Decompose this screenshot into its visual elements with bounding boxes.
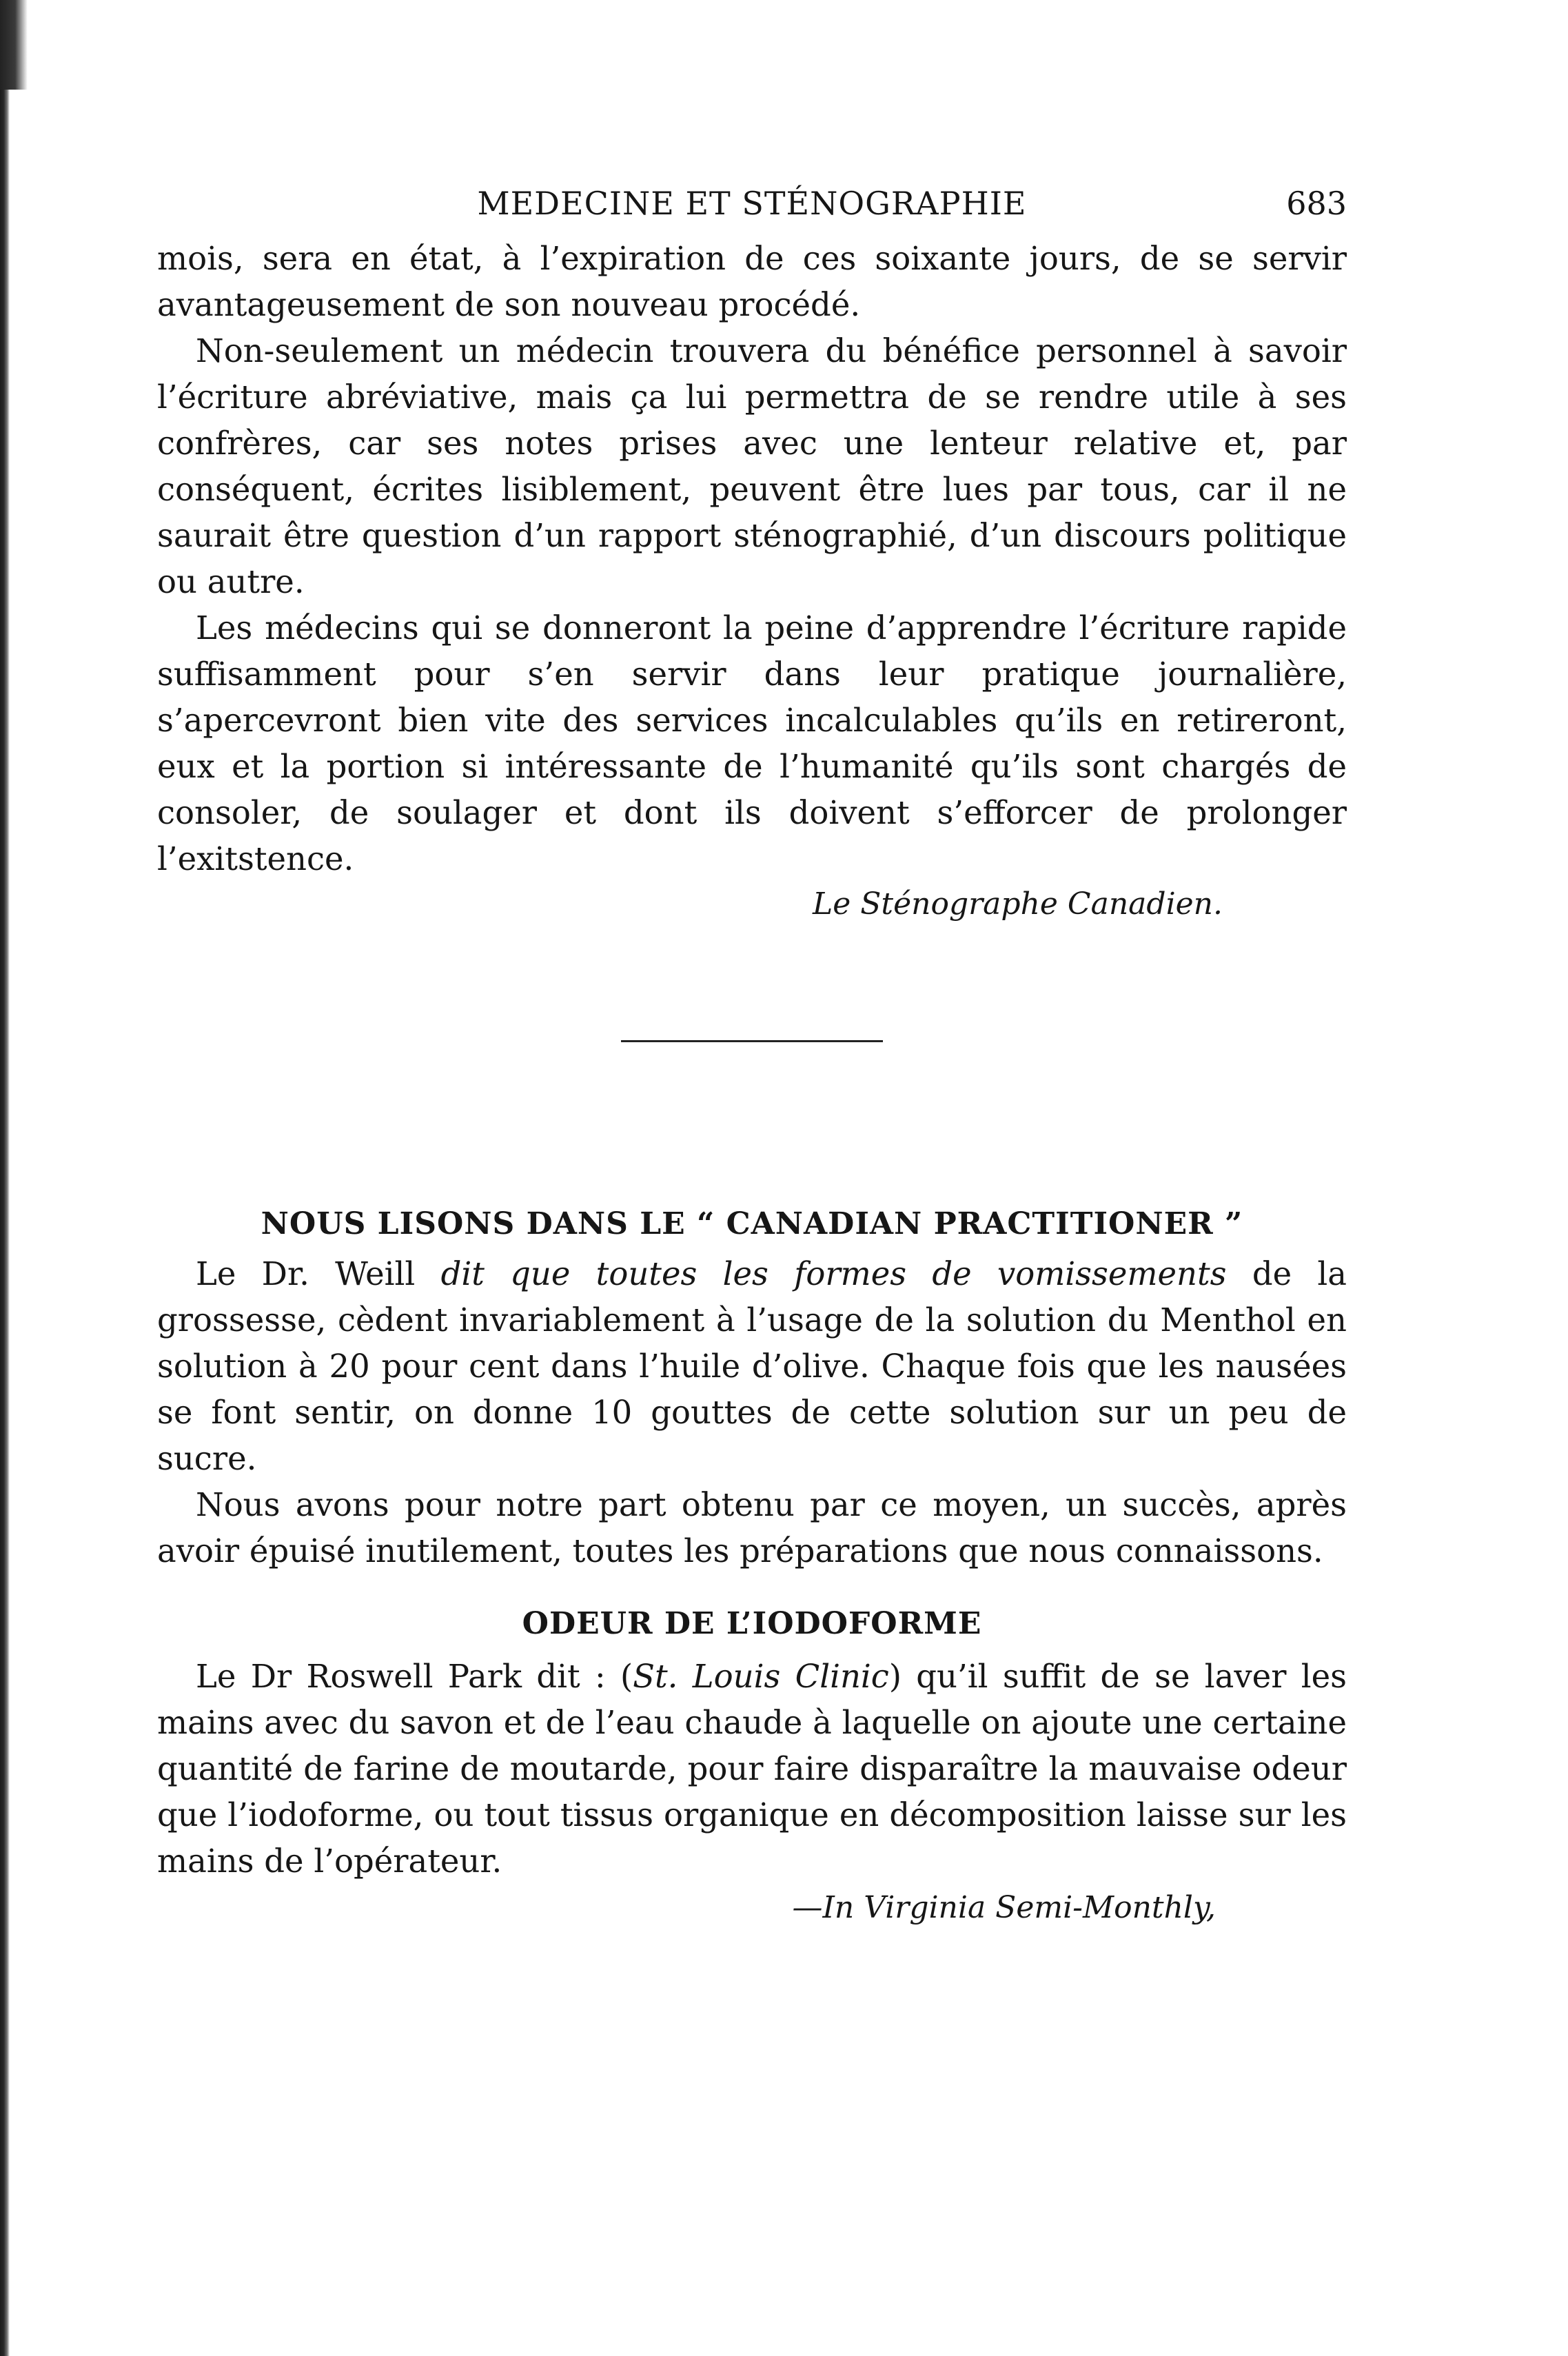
page-binding-edge	[0, 0, 10, 2356]
paragraph-text: Le Dr Roswell Park dit : (	[196, 1658, 633, 1695]
paragraph	[157, 1251, 1347, 1482]
paragraph: Les médecins qui se donneront la peine d’apprendre l’écriture rapide suffisamment pour s’en servir dans leur pratique journalière, s’apercevront bien vite des services incalculables qu’ils en retireront, eux et la portion si intéressante de l’humanité qu’ils sont chargés de consoler, de soulager et dont ils doivent s’efforcer de prolonger l’exitstence.	[157, 609, 1347, 877]
section-heading: ODEUR DE L’IODOFORME	[522, 1606, 982, 1641]
page-binding-shadow	[0, 0, 28, 90]
citation-text: St. Louis Clinic	[633, 1658, 889, 1695]
paragraph-text: Le Dr. Weill	[196, 1255, 441, 1292]
article-canadian-practitioner	[157, 1206, 1347, 1574]
paragraph	[157, 1654, 1347, 1885]
document-page	[157, 181, 1347, 1925]
section-heading: NOUS LISONS DANS LE “ CANADIAN PRACTITIONER ”	[261, 1206, 1243, 1241]
running-title: MEDECINE ET STÉNOGRAPHIE	[477, 185, 1027, 222]
page-number: 683	[1286, 185, 1347, 222]
source-attribution: Le Sténographe Canadien.	[813, 886, 1223, 922]
paragraph: Non-seulement un médecin trouvera du bénéfice personnel à savoir l’écriture abréviative, mais ça lui permettra de se rendre utile à ses confrères, car ses notes prises avec une lenteur relative et, par conséquent, écrites lisiblement, peuvent être lues par tous, car il ne saurait être question d’un rapport sténographié, d’un discours politique ou autre.	[157, 332, 1347, 600]
section-divider	[621, 1040, 883, 1042]
source-attribution: —In Virginia Semi-Monthly,	[792, 1890, 1216, 1925]
article-medecine-stenographie	[157, 236, 1347, 922]
article-odeur-iodoforme	[157, 1606, 1347, 1925]
paragraph-text: ) qu’il suffit de se laver les mains avec du savon et de l’eau chaude à laquelle on ajoute une certaine quantité de farine de moutarde, pour faire disparaître la mauvaise odeur que l’iodoforme, ou tout tissus organique en décomposition laisse sur les mains de l’opérateur.	[157, 1658, 1347, 1880]
paragraph: Nous avons pour notre part obtenu par ce moyen, un succès, après avoir épuisé inutilement, toutes les préparations que nous connaissons.	[157, 1486, 1347, 1570]
emphasis-text: dit que toutes les formes de vomissements	[440, 1255, 1227, 1292]
running-header	[157, 181, 1347, 236]
paragraph-text: de la grossesse, cèdent invariablement à l’usage de la solution du Menthol en solution à 20 pour cent dans l’huile d’olive. Chaque fois que les nausées se font sentir, on donne 10 gouttes de cette solution sur un peu de sucre.	[157, 1255, 1347, 1477]
paragraph: mois, sera en état, à l’expiration de ces soixante jours, de se servir avantageusement de son nouveau procédé.	[157, 240, 1347, 323]
